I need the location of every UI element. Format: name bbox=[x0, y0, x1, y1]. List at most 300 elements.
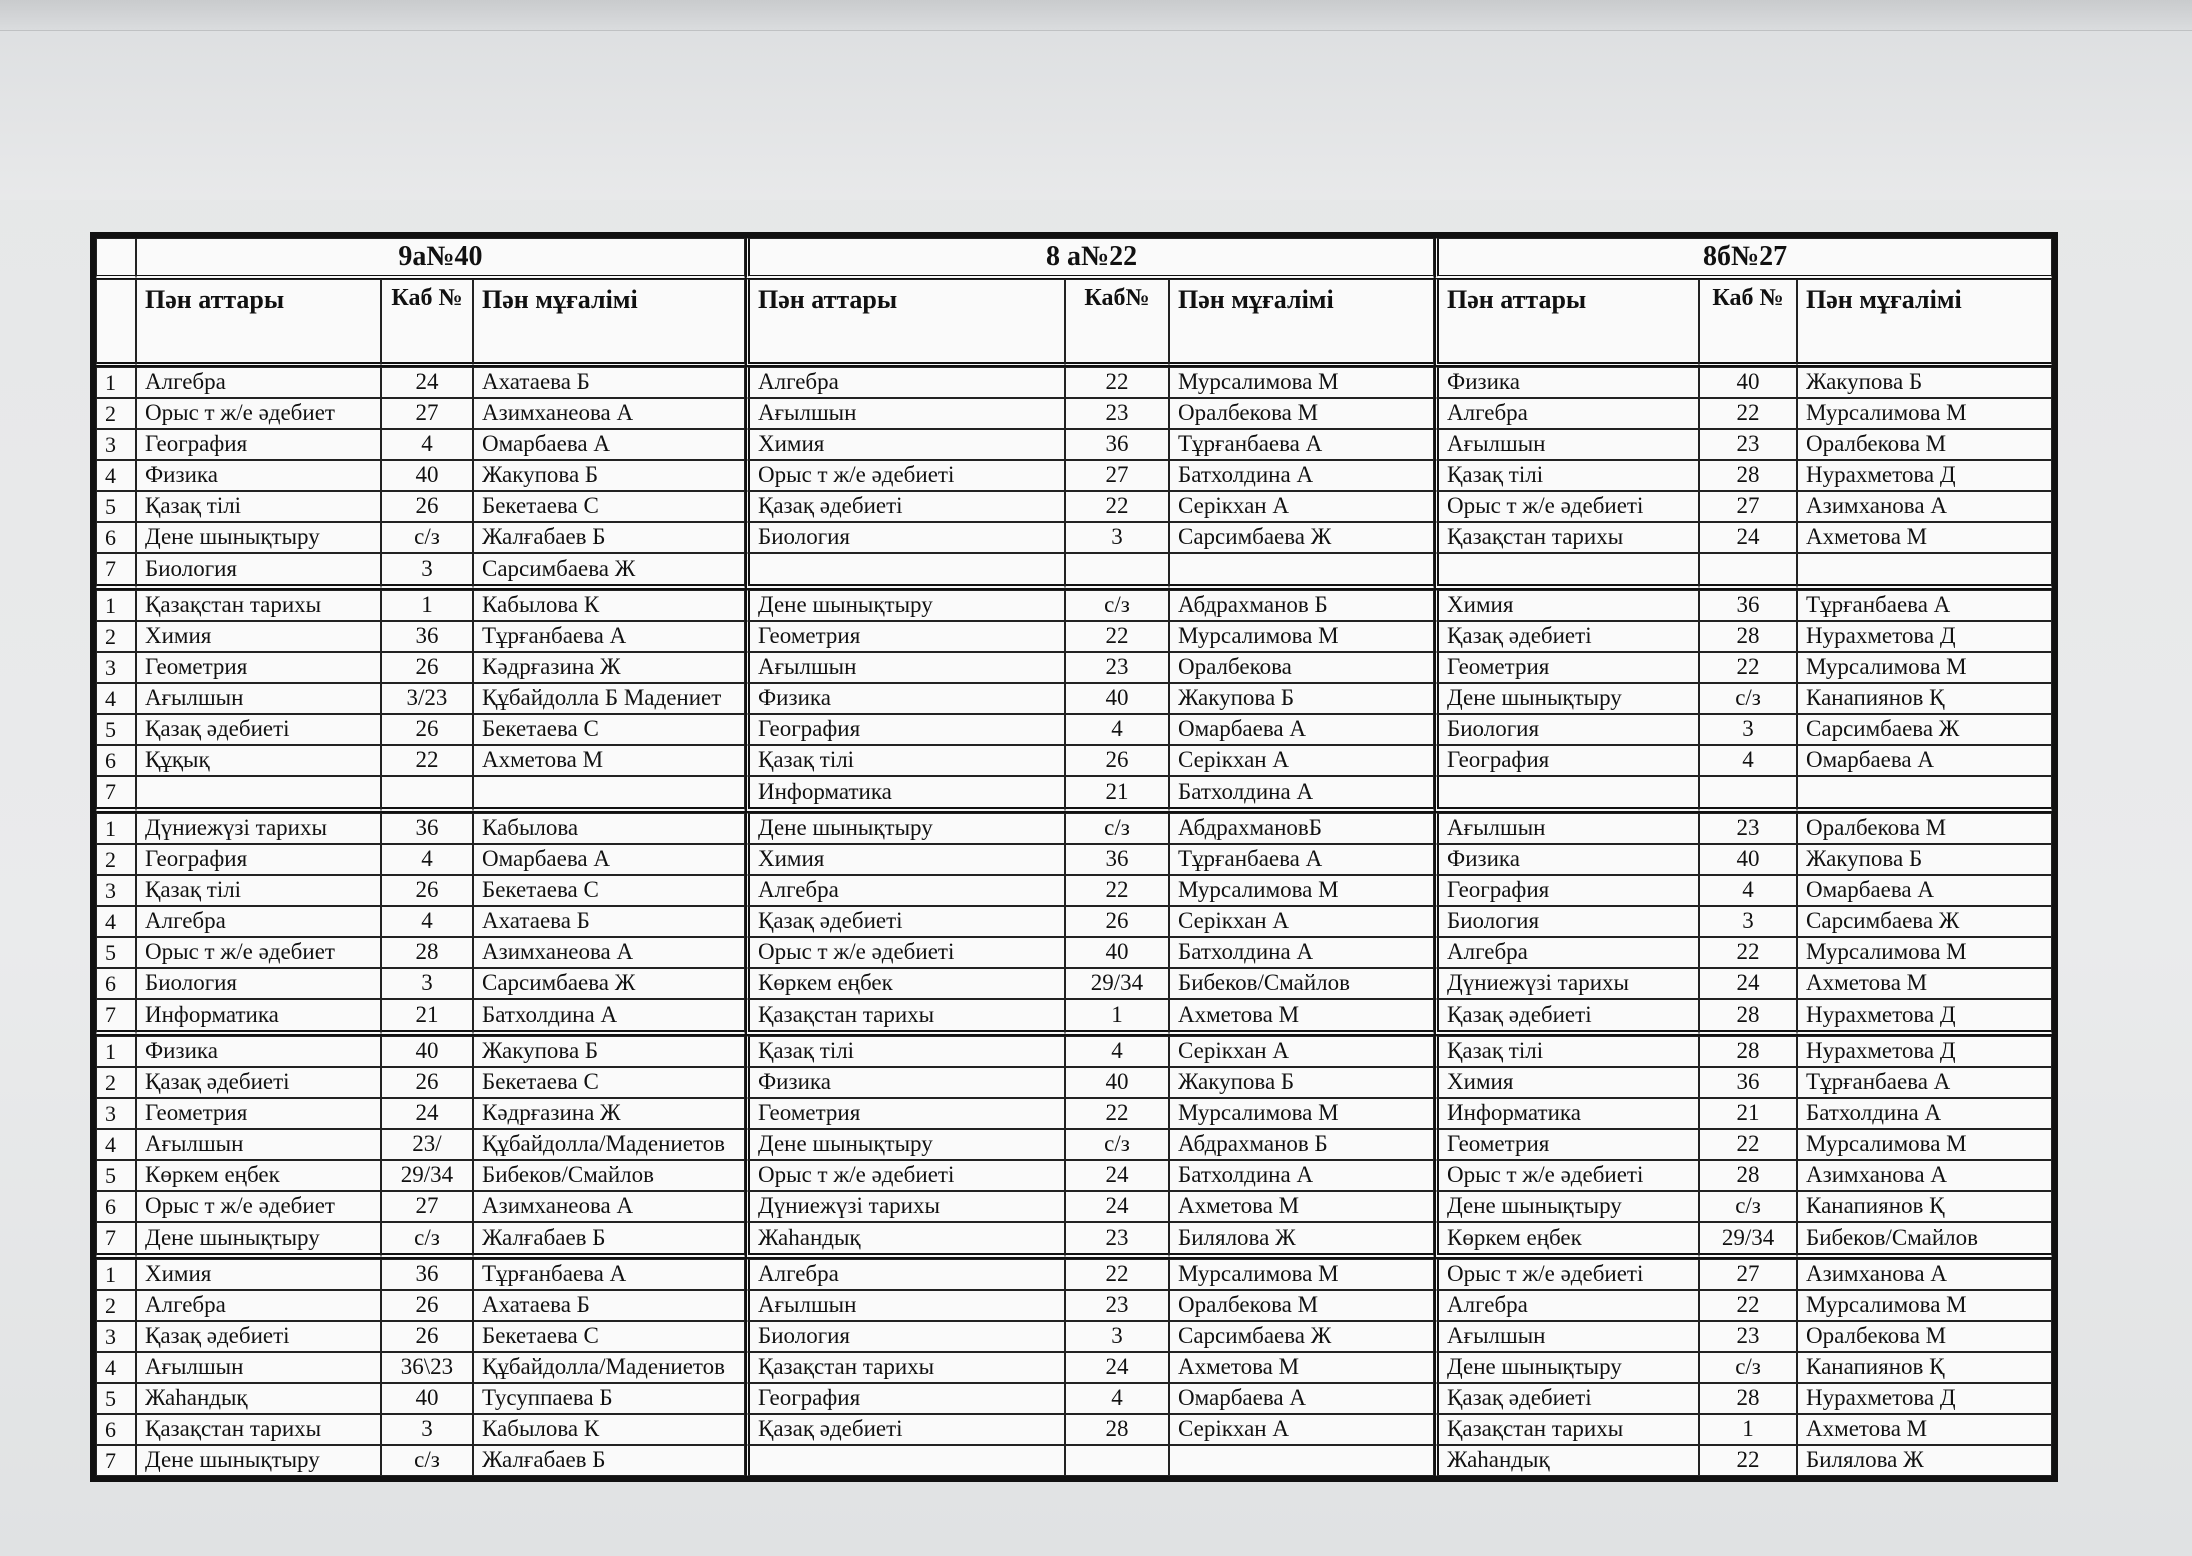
teacher-cell: Жалғабаев Б bbox=[473, 1222, 745, 1259]
subject-cell: Химия bbox=[745, 844, 1065, 875]
teacher-cell: Батхолдина А bbox=[1169, 1160, 1434, 1191]
room-cell: 36\23 bbox=[381, 1352, 473, 1383]
lesson-number: 6 bbox=[96, 968, 136, 999]
room-cell: 4 bbox=[381, 844, 473, 875]
lesson-row bbox=[96, 1222, 2052, 1259]
subject-cell: Информатика bbox=[745, 776, 1065, 813]
teacher-cell: Мурсалимова М bbox=[1797, 652, 2052, 683]
lesson-number: 2 bbox=[96, 844, 136, 875]
room-cell: 3 bbox=[1699, 714, 1797, 745]
subject-cell: Геометрия bbox=[136, 1098, 381, 1129]
room-cell: 40 bbox=[1699, 367, 1797, 398]
room-cell: 22 bbox=[1065, 367, 1169, 398]
lesson-row bbox=[96, 1259, 2052, 1290]
subject-cell: Жаһандық bbox=[136, 1383, 381, 1414]
room-cell: 40 bbox=[381, 460, 473, 491]
teacher-cell: Кәдрғазина Ж bbox=[473, 652, 745, 683]
room-cell: 36 bbox=[1699, 590, 1797, 621]
room-cell: 4 bbox=[1065, 1383, 1169, 1414]
room-cell: 36 bbox=[1065, 429, 1169, 460]
room-cell: 26 bbox=[381, 491, 473, 522]
teacher-cell: Жакупова Б bbox=[473, 460, 745, 491]
room-cell: 40 bbox=[1065, 683, 1169, 714]
lesson-row bbox=[96, 1383, 2052, 1414]
subject-cell: Жаһандық bbox=[1434, 1445, 1699, 1476]
subject-cell: Биология bbox=[136, 968, 381, 999]
subject-cell: Физика bbox=[1434, 367, 1699, 398]
teacher-cell: Серікхан А bbox=[1169, 1036, 1434, 1067]
subject-cell: Ағылшын bbox=[1434, 429, 1699, 460]
teacher-cell: Ахметова М bbox=[1797, 1414, 2052, 1445]
lesson-row bbox=[96, 999, 2052, 1036]
room-cell: 28 bbox=[1699, 1383, 1797, 1414]
room-cell: 36 bbox=[1065, 844, 1169, 875]
teacher-cell: Жакупова Б bbox=[473, 1036, 745, 1067]
corner-cell bbox=[96, 238, 136, 279]
timetable-sheet bbox=[90, 232, 2058, 1482]
room-cell: 40 bbox=[1065, 937, 1169, 968]
subject-cell: География bbox=[136, 429, 381, 460]
teacher-cell: Тұрғанбаева А bbox=[1169, 429, 1434, 460]
subject-cell: Орыс т ж/е әдебиет bbox=[136, 937, 381, 968]
teacher-cell bbox=[1169, 1445, 1434, 1476]
class-title-8a: 8 а№22 bbox=[745, 238, 1434, 279]
teacher-cell: Мурсалимова М bbox=[1169, 875, 1434, 906]
lesson-row bbox=[96, 813, 2052, 844]
subject-header: Пән аттары bbox=[136, 279, 381, 367]
room-cell: 22 bbox=[1065, 491, 1169, 522]
subject-cell: Орыс т ж/е әдебиеті bbox=[745, 1160, 1065, 1191]
teacher-cell: Абдрахманов Б bbox=[1169, 1129, 1434, 1160]
room-cell: 4 bbox=[1699, 745, 1797, 776]
subject-cell: Дүниежүзі тарихы bbox=[1434, 968, 1699, 999]
subject-cell: Ағылшын bbox=[136, 1352, 381, 1383]
subject-cell: Қазақстан тарихы bbox=[745, 1352, 1065, 1383]
class-title-8b: 8б№27 bbox=[1434, 238, 2052, 279]
room-cell: 27 bbox=[1699, 491, 1797, 522]
teacher-cell: Азимханова А bbox=[1797, 1160, 2052, 1191]
lesson-row bbox=[96, 1352, 2052, 1383]
subject-cell: Геометрия bbox=[745, 1098, 1065, 1129]
subject-cell: Дене шынықтыру bbox=[1434, 683, 1699, 714]
lesson-row bbox=[96, 776, 2052, 813]
room-cell: с/з bbox=[1699, 1352, 1797, 1383]
room-header: Каб№ bbox=[1065, 279, 1169, 367]
lesson-number: 1 bbox=[96, 1036, 136, 1067]
teacher-cell: Мурсалимова М bbox=[1169, 1259, 1434, 1290]
subject-cell: Көркем еңбек bbox=[1434, 1222, 1699, 1259]
teacher-cell: Тұрғанбаева А bbox=[1169, 844, 1434, 875]
subject-cell: Химия bbox=[745, 429, 1065, 460]
lesson-row bbox=[96, 398, 2052, 429]
teacher-cell: Оралбекова М bbox=[1797, 1321, 2052, 1352]
teacher-cell: Құбайдолла/Мадениетов bbox=[473, 1352, 745, 1383]
subject-cell: Ағылшын bbox=[1434, 813, 1699, 844]
room-cell: 36 bbox=[1699, 1067, 1797, 1098]
subject-header: Пән аттары bbox=[1434, 279, 1699, 367]
room-cell: 24 bbox=[1699, 968, 1797, 999]
teacher-cell: Батхолдина А bbox=[1169, 460, 1434, 491]
subject-cell: Орыс т ж/е әдебиет bbox=[136, 1191, 381, 1222]
teacher-cell: Нурахметова Д bbox=[1797, 1036, 2052, 1067]
class-title-9a: 9а№40 bbox=[136, 238, 745, 279]
room-cell: 24 bbox=[1065, 1191, 1169, 1222]
lesson-row bbox=[96, 590, 2052, 621]
lesson-number: 5 bbox=[96, 937, 136, 968]
teacher-cell: Тұрғанбаева А bbox=[1797, 1067, 2052, 1098]
subject-cell: Ағылшын bbox=[136, 683, 381, 714]
room-cell: 3 bbox=[1065, 1321, 1169, 1352]
teacher-cell: Серікхан А bbox=[1169, 1414, 1434, 1445]
teacher-cell: Сарсимбаева Ж bbox=[1169, 522, 1434, 553]
room-cell: 22 bbox=[1699, 652, 1797, 683]
lesson-row bbox=[96, 1290, 2052, 1321]
teacher-cell: Мурсалимова М bbox=[1169, 367, 1434, 398]
teacher-cell: Сарсимбаева Ж bbox=[473, 553, 745, 590]
lesson-number: 4 bbox=[96, 1352, 136, 1383]
room-cell: 4 bbox=[381, 429, 473, 460]
lesson-number: 2 bbox=[96, 621, 136, 652]
room-cell: 22 bbox=[1699, 937, 1797, 968]
teacher-cell: Құбайдолла Б Мадениет bbox=[473, 683, 745, 714]
subject-cell: Қазақстан тарихы bbox=[1434, 522, 1699, 553]
lesson-number: 1 bbox=[96, 1259, 136, 1290]
lesson-number: 3 bbox=[96, 1098, 136, 1129]
subject-cell: Құқық bbox=[136, 745, 381, 776]
teacher-cell: Ахметова М bbox=[1169, 1352, 1434, 1383]
subject-cell: Физика bbox=[1434, 844, 1699, 875]
room-cell: 24 bbox=[1065, 1160, 1169, 1191]
subject-cell: Орыс т ж/е әдебиеті bbox=[1434, 491, 1699, 522]
teacher-cell: Кәдрғазина Ж bbox=[473, 1098, 745, 1129]
room-cell: 40 bbox=[381, 1383, 473, 1414]
room-cell: 4 bbox=[1065, 714, 1169, 745]
teacher-header: Пән мұғалімі bbox=[1797, 279, 2052, 367]
lesson-row bbox=[96, 553, 2052, 590]
room-cell: 22 bbox=[1699, 398, 1797, 429]
room-cell: 21 bbox=[1065, 776, 1169, 813]
room-cell: 22 bbox=[1065, 1098, 1169, 1129]
lesson-row bbox=[96, 652, 2052, 683]
class-header-row bbox=[96, 238, 2052, 279]
lesson-number: 5 bbox=[96, 1160, 136, 1191]
lesson-row bbox=[96, 621, 2052, 652]
room-cell: 24 bbox=[1699, 522, 1797, 553]
room-cell bbox=[1065, 553, 1169, 590]
lesson-row bbox=[96, 1067, 2052, 1098]
teacher-cell: Кабылова bbox=[473, 813, 745, 844]
teacher-cell: Сарсимбаева Ж bbox=[1797, 714, 2052, 745]
subject-cell: Биология bbox=[745, 522, 1065, 553]
teacher-cell bbox=[1169, 553, 1434, 590]
subject-cell: Қазақ әдебиеті bbox=[1434, 1383, 1699, 1414]
teacher-cell: Билялова Ж bbox=[1169, 1222, 1434, 1259]
subject-cell: Орыс т ж/е әдебиеті bbox=[745, 937, 1065, 968]
lesson-number: 4 bbox=[96, 460, 136, 491]
subject-cell: Биология bbox=[745, 1321, 1065, 1352]
lesson-number: 7 bbox=[96, 999, 136, 1036]
subject-header: Пән аттары bbox=[745, 279, 1065, 367]
lesson-row bbox=[96, 906, 2052, 937]
teacher-cell: Тұрғанбаева А bbox=[1797, 590, 2052, 621]
teacher-cell: Батхолдина А bbox=[1169, 937, 1434, 968]
subject-cell bbox=[1434, 553, 1699, 590]
teacher-cell: АбдрахмановБ bbox=[1169, 813, 1434, 844]
subject-cell: География bbox=[1434, 745, 1699, 776]
subject-cell bbox=[1434, 776, 1699, 813]
subject-cell: Дене шынықтыру bbox=[745, 1129, 1065, 1160]
teacher-cell: Бибеков/Смайлов bbox=[473, 1160, 745, 1191]
teacher-cell: Омарбаева А bbox=[1797, 745, 2052, 776]
teacher-cell: Азимханеова А bbox=[473, 398, 745, 429]
column-header-row bbox=[96, 279, 2052, 367]
subject-cell: География bbox=[136, 844, 381, 875]
room-cell: 28 bbox=[1699, 1036, 1797, 1067]
room-cell: 27 bbox=[381, 1191, 473, 1222]
room-cell: 36 bbox=[381, 813, 473, 844]
room-cell: 21 bbox=[1699, 1098, 1797, 1129]
lesson-row bbox=[96, 937, 2052, 968]
lesson-number: 2 bbox=[96, 1290, 136, 1321]
subject-cell: Биология bbox=[1434, 714, 1699, 745]
subject-cell: Алгебра bbox=[745, 367, 1065, 398]
teacher-cell: Нурахметова Д bbox=[1797, 1383, 2052, 1414]
teacher-cell: Азимханова А bbox=[1797, 1259, 2052, 1290]
room-cell: 23 bbox=[1065, 1222, 1169, 1259]
teacher-cell: Батхолдина А bbox=[1169, 776, 1434, 813]
lesson-number: 5 bbox=[96, 491, 136, 522]
teacher-cell: Жакупова Б bbox=[1797, 367, 2052, 398]
teacher-cell: Тұрғанбаева А bbox=[473, 621, 745, 652]
teacher-cell: Оралбекова М bbox=[1169, 398, 1434, 429]
teacher-cell: Тусуппаева Б bbox=[473, 1383, 745, 1414]
teacher-cell: Омарбаева А bbox=[473, 429, 745, 460]
subject-cell: Қазақ тілі bbox=[745, 745, 1065, 776]
teacher-cell: Канапиянов Қ bbox=[1797, 683, 2052, 714]
subject-cell: Қазақ тілі bbox=[1434, 460, 1699, 491]
lesson-number: 7 bbox=[96, 1222, 136, 1259]
teacher-cell: Ахметова М bbox=[1797, 522, 2052, 553]
subject-cell: География bbox=[745, 714, 1065, 745]
room-cell: 3 bbox=[381, 968, 473, 999]
room-cell: 29/34 bbox=[1065, 968, 1169, 999]
timetable-body bbox=[96, 367, 2052, 1476]
room-cell bbox=[1065, 1445, 1169, 1476]
room-cell: 3 bbox=[1699, 906, 1797, 937]
lesson-row bbox=[96, 714, 2052, 745]
lesson-number: 1 bbox=[96, 813, 136, 844]
room-cell: 23/ bbox=[381, 1129, 473, 1160]
lesson-number: 4 bbox=[96, 1129, 136, 1160]
subject-cell: Қазақ әдебиеті bbox=[136, 714, 381, 745]
lesson-number: 7 bbox=[96, 553, 136, 590]
room-cell: 29/34 bbox=[381, 1160, 473, 1191]
room-cell: 23 bbox=[1699, 429, 1797, 460]
subject-cell: Қазақ әдебиеті bbox=[745, 491, 1065, 522]
subject-cell: Қазақ тілі bbox=[136, 491, 381, 522]
room-cell bbox=[1699, 553, 1797, 590]
subject-cell: Дене шынықтыру bbox=[745, 813, 1065, 844]
teacher-cell: Мурсалимова М bbox=[1797, 1129, 2052, 1160]
lesson-row bbox=[96, 683, 2052, 714]
lesson-number: 4 bbox=[96, 906, 136, 937]
teacher-cell: Ахметова М bbox=[473, 745, 745, 776]
lesson-number: 2 bbox=[96, 398, 136, 429]
room-cell: 23 bbox=[1065, 652, 1169, 683]
subject-cell: Дене шынықтыру bbox=[136, 1222, 381, 1259]
teacher-cell: Жалғабаев Б bbox=[473, 1445, 745, 1476]
subject-cell: Химия bbox=[136, 621, 381, 652]
room-cell bbox=[381, 776, 473, 813]
teacher-cell bbox=[1797, 553, 2052, 590]
lesson-row bbox=[96, 745, 2052, 776]
room-cell: 40 bbox=[381, 1036, 473, 1067]
room-header: Каб № bbox=[381, 279, 473, 367]
lesson-row bbox=[96, 1414, 2052, 1445]
subject-cell: Қазақ әдебиеті bbox=[1434, 621, 1699, 652]
teacher-cell: Жакупова Б bbox=[1797, 844, 2052, 875]
lesson-row bbox=[96, 1445, 2052, 1476]
lesson-row bbox=[96, 460, 2052, 491]
lesson-row bbox=[96, 367, 2052, 398]
teacher-cell: Ахметова М bbox=[1797, 968, 2052, 999]
lesson-row bbox=[96, 1098, 2052, 1129]
teacher-cell: Кабылова К bbox=[473, 590, 745, 621]
subject-cell: Физика bbox=[136, 1036, 381, 1067]
room-cell: 24 bbox=[1065, 1352, 1169, 1383]
room-cell: 21 bbox=[381, 999, 473, 1036]
subject-cell: Химия bbox=[1434, 590, 1699, 621]
teacher-cell: Бибеков/Смайлов bbox=[1797, 1222, 2052, 1259]
lesson-row bbox=[96, 1036, 2052, 1067]
teacher-cell: Ахатаева Б bbox=[473, 906, 745, 937]
room-cell: 29/34 bbox=[1699, 1222, 1797, 1259]
lesson-row bbox=[96, 1191, 2052, 1222]
lesson-number: 5 bbox=[96, 1383, 136, 1414]
room-cell: 23 bbox=[1699, 813, 1797, 844]
subject-cell: Дене шынықтыру bbox=[136, 522, 381, 553]
room-cell: с/з bbox=[381, 1222, 473, 1259]
room-cell: 23 bbox=[1065, 398, 1169, 429]
teacher-header: Пән мұғалімі bbox=[473, 279, 745, 367]
teacher-cell: Оралбекова М bbox=[1797, 813, 2052, 844]
teacher-cell: Жакупова Б bbox=[1169, 683, 1434, 714]
subject-cell: Геометрия bbox=[1434, 652, 1699, 683]
lesson-number: 7 bbox=[96, 776, 136, 813]
subject-cell: Алгебра bbox=[1434, 1290, 1699, 1321]
room-cell: 3 bbox=[381, 553, 473, 590]
subject-cell: Жаһандық bbox=[745, 1222, 1065, 1259]
room-cell: 27 bbox=[1065, 460, 1169, 491]
room-cell: с/з bbox=[1699, 683, 1797, 714]
teacher-cell bbox=[1797, 776, 2052, 813]
subject-cell: Дүниежүзі тарихы bbox=[745, 1191, 1065, 1222]
subject-cell: Дене шынықтыру bbox=[1434, 1191, 1699, 1222]
lesson-row bbox=[96, 968, 2052, 999]
lesson-row bbox=[96, 522, 2052, 553]
room-cell: 27 bbox=[381, 398, 473, 429]
teacher-cell: Оралбекова М bbox=[1169, 1290, 1434, 1321]
room-cell: 4 bbox=[1699, 875, 1797, 906]
room-cell: 26 bbox=[381, 1290, 473, 1321]
subject-cell: Орыс т ж/е әдебиеті bbox=[745, 460, 1065, 491]
subject-cell: Қазақ әдебиеті bbox=[136, 1321, 381, 1352]
teacher-cell: Омарбаева А bbox=[1169, 714, 1434, 745]
teacher-cell: Жалғабаев Б bbox=[473, 522, 745, 553]
subject-cell: Геометрия bbox=[745, 621, 1065, 652]
lesson-number: 6 bbox=[96, 1191, 136, 1222]
room-cell: 36 bbox=[381, 1259, 473, 1290]
teacher-cell: Сарсимбаева Ж bbox=[1797, 906, 2052, 937]
teacher-cell: Бекетаева С bbox=[473, 491, 745, 522]
lesson-number: 6 bbox=[96, 522, 136, 553]
subject-cell: Дене шынықтыру bbox=[136, 1445, 381, 1476]
subject-cell: Алгебра bbox=[745, 1259, 1065, 1290]
room-cell: 3 bbox=[381, 1414, 473, 1445]
teacher-cell: Бекетаева С bbox=[473, 875, 745, 906]
room-cell: 26 bbox=[381, 652, 473, 683]
teacher-cell: Оралбекова bbox=[1169, 652, 1434, 683]
lesson-number: 7 bbox=[96, 1445, 136, 1476]
room-cell: 23 bbox=[1065, 1290, 1169, 1321]
teacher-cell: Азимханеова А bbox=[473, 1191, 745, 1222]
room-cell: 24 bbox=[381, 367, 473, 398]
lesson-row bbox=[96, 429, 2052, 460]
subject-cell: Дене шынықтыру bbox=[1434, 1352, 1699, 1383]
subject-cell: Алгебра bbox=[136, 367, 381, 398]
teacher-cell: Омарбаева А bbox=[473, 844, 745, 875]
subject-cell: Орыс т ж/е әдебиеті bbox=[1434, 1259, 1699, 1290]
subject-cell: Физика bbox=[745, 1067, 1065, 1098]
room-cell: 24 bbox=[381, 1098, 473, 1129]
subject-cell: Қазақ әдебиеті bbox=[1434, 999, 1699, 1036]
teacher-cell: Нурахметова Д bbox=[1797, 621, 2052, 652]
room-cell: 22 bbox=[1699, 1445, 1797, 1476]
subject-cell: Орыс т ж/е әдебиеті bbox=[1434, 1160, 1699, 1191]
subject-cell: Информатика bbox=[136, 999, 381, 1036]
teacher-cell: Канапиянов Қ bbox=[1797, 1352, 2052, 1383]
subject-cell bbox=[745, 553, 1065, 590]
room-cell: 26 bbox=[381, 714, 473, 745]
teacher-cell: Оралбекова М bbox=[1797, 429, 2052, 460]
subject-cell: Ағылшын bbox=[745, 398, 1065, 429]
room-cell: 1 bbox=[1699, 1414, 1797, 1445]
teacher-cell: Омарбаева А bbox=[1797, 875, 2052, 906]
teacher-cell: Мурсалимова М bbox=[1169, 621, 1434, 652]
subject-cell: Геометрия bbox=[136, 652, 381, 683]
room-cell: с/з bbox=[381, 522, 473, 553]
room-cell: 26 bbox=[1065, 906, 1169, 937]
teacher-cell: Ахметова М bbox=[1169, 999, 1434, 1036]
subject-cell: Қазақ әдебиеті bbox=[745, 1414, 1065, 1445]
lesson-number: 6 bbox=[96, 745, 136, 776]
lesson-row bbox=[96, 875, 2052, 906]
subject-cell: Физика bbox=[136, 460, 381, 491]
teacher-cell: Мурсалимова М bbox=[1797, 1290, 2052, 1321]
teacher-cell: Мурсалимова М bbox=[1797, 937, 2052, 968]
lesson-row bbox=[96, 1129, 2052, 1160]
subject-cell: Дүниежүзі тарихы bbox=[136, 813, 381, 844]
subject-cell: Ағылшын bbox=[136, 1129, 381, 1160]
subject-cell bbox=[745, 1445, 1065, 1476]
lesson-number: 3 bbox=[96, 875, 136, 906]
room-cell: 4 bbox=[1065, 1036, 1169, 1067]
teacher-header: Пән мұғалімі bbox=[1169, 279, 1434, 367]
subject-cell: Ағылшын bbox=[1434, 1321, 1699, 1352]
lesson-number: 1 bbox=[96, 590, 136, 621]
subject-cell bbox=[136, 776, 381, 813]
room-cell: 28 bbox=[1065, 1414, 1169, 1445]
